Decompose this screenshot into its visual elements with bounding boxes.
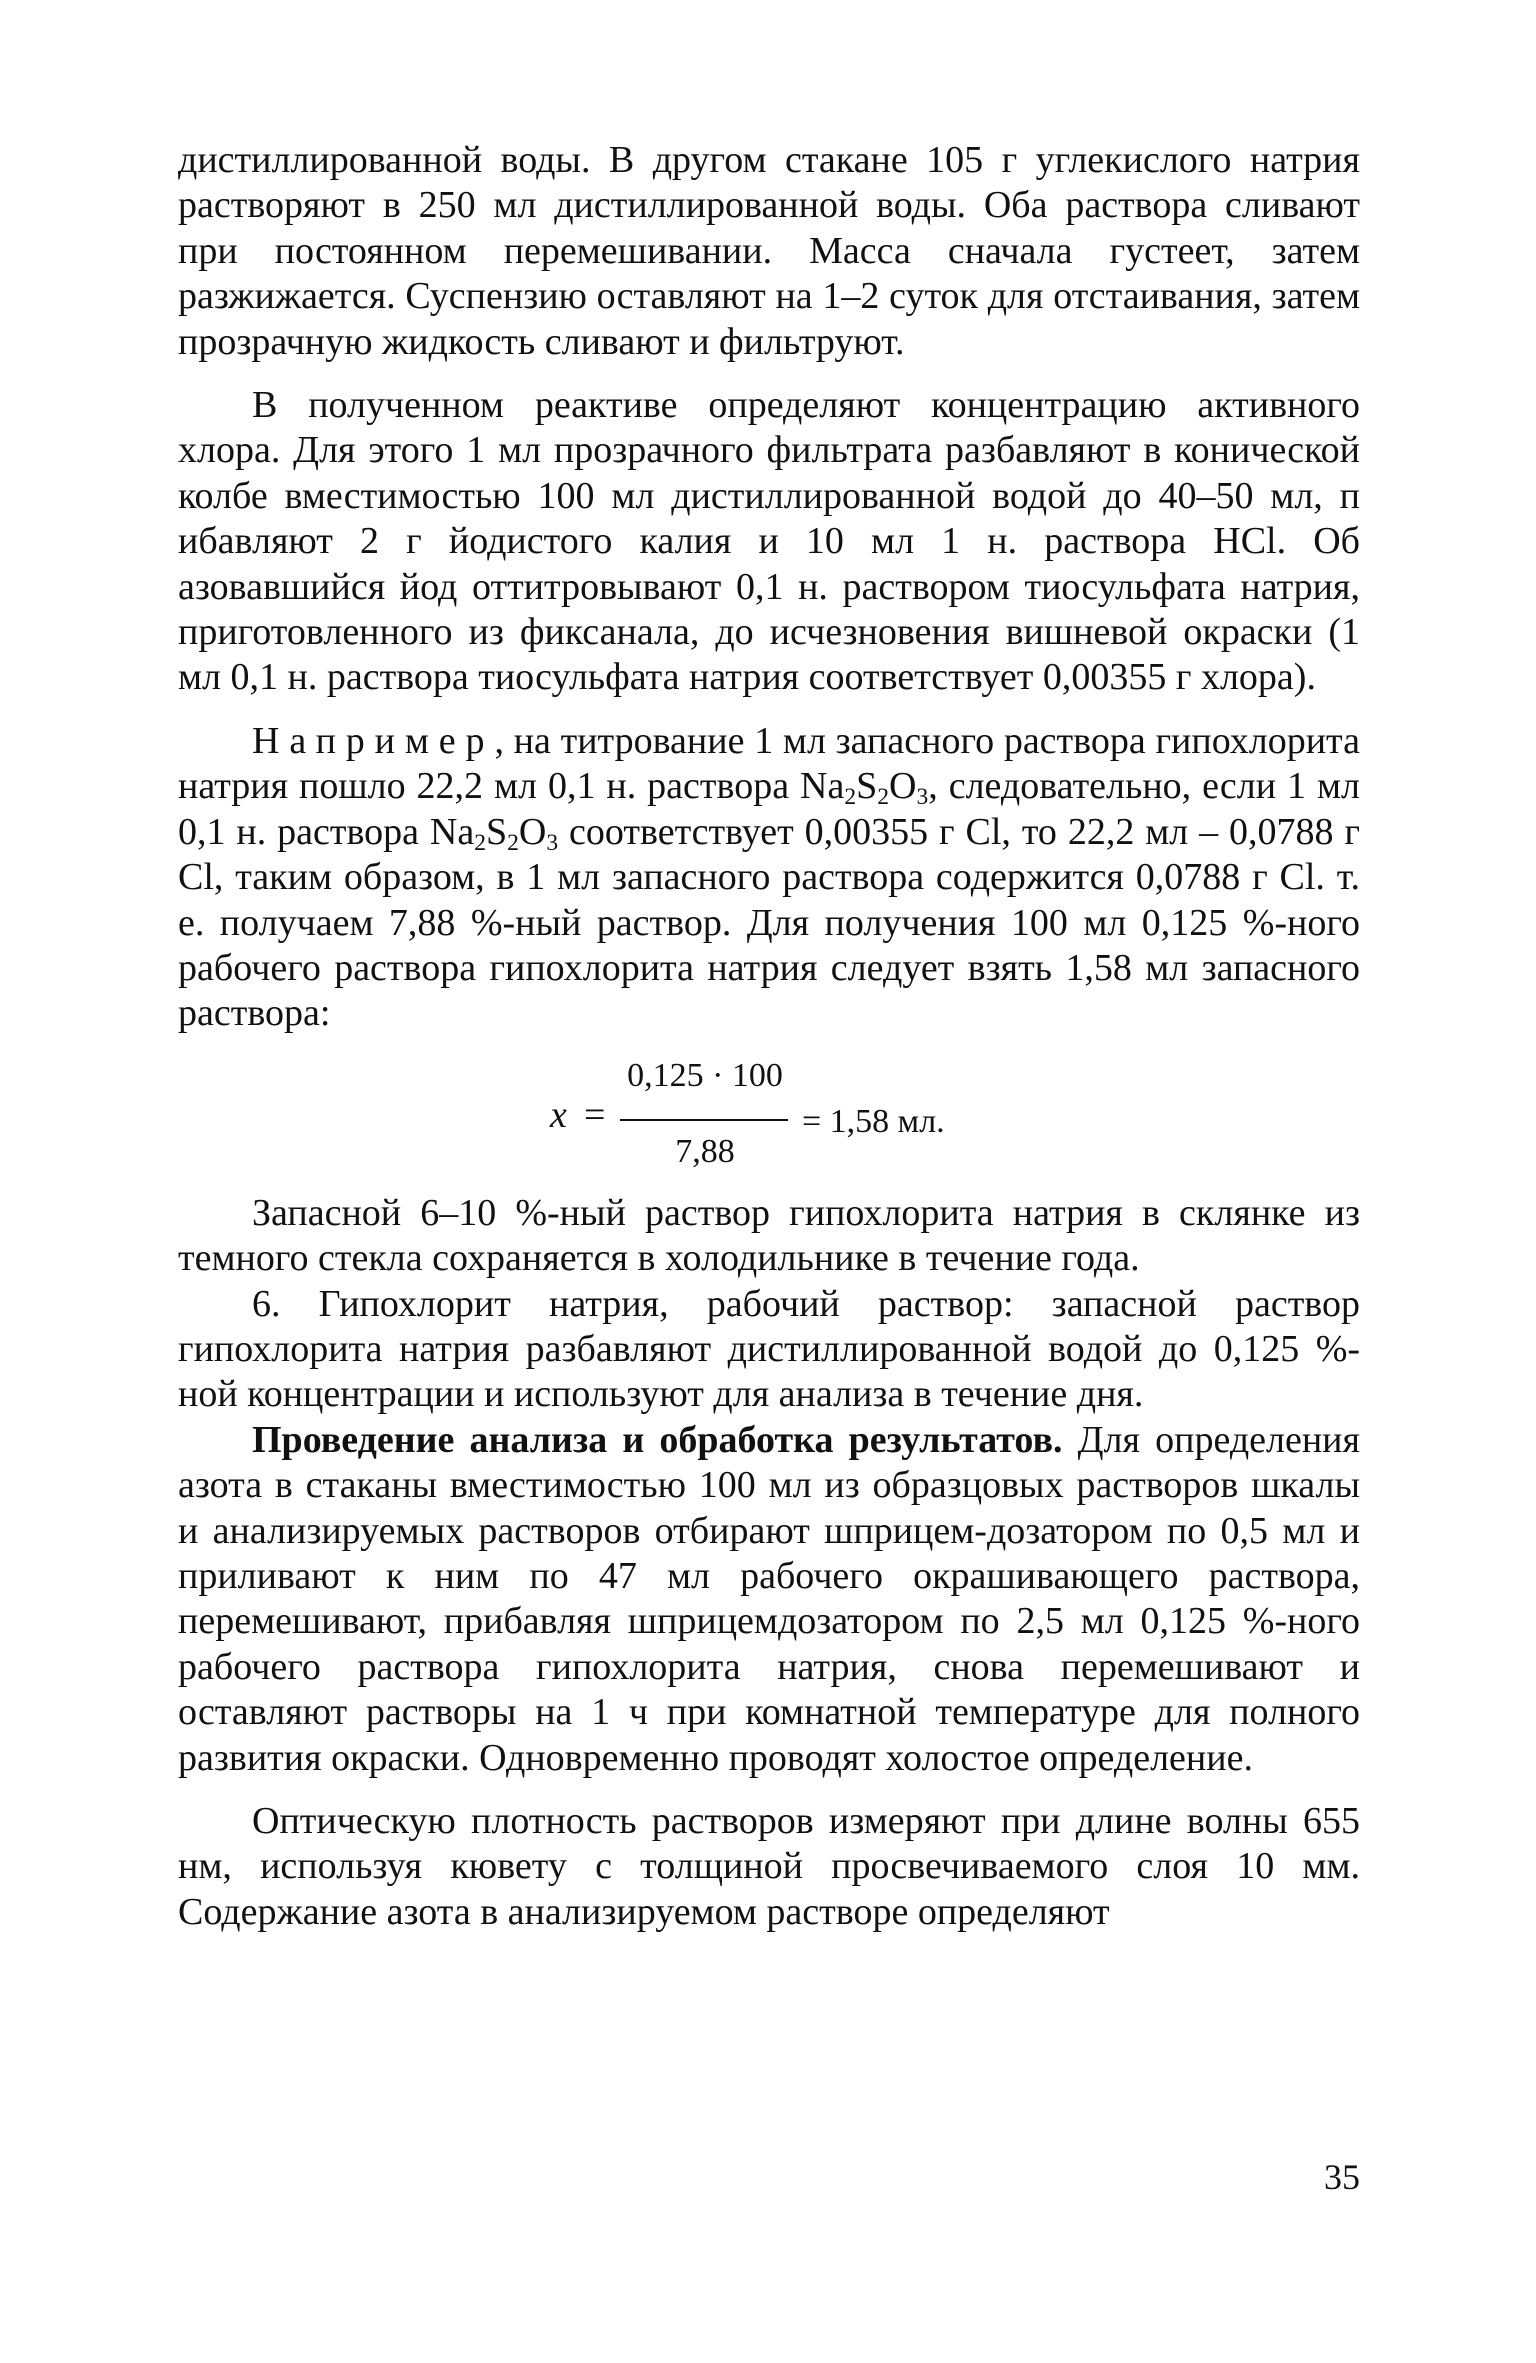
fraction-bar [620,1119,788,1121]
paragraph-working-solution: 6. Гипохлорит натрия, рабочий раствор: запасной раствор гипохлорита натрия разбавляют дистиллированной водой до 0,125 %-ной концентрации и используют для анализа в течение дня. [178,1282,1360,1416]
section-heading: Проведение анализа и обработка результатов. [252,1418,1063,1461]
paragraph-storage: Запасной 6–10 %-ный раствор гипохлорита натрия в склянке из темного стекла сохраняется в холодильнике в течение года. [178,1191,1360,1280]
formula-equals: = [584,1093,606,1136]
paragraph-active-chlorine: В полученном реактиве определяют концентрацию активного хлора. Для этого 1 мл прозрачного фильтрата разбавляют в конической колбе вместимостью 100 мл дистиллированной водой до 40–50 мл, п ибавляют 2 г йодистого калия и 10 мл 1 н. раствора HCl. Об азовавшийся йод оттитровывают 0,1 н. раствором тиосульфата натрия, приготовленного из фиксанала, до исчезновения вишневой окраски (1 мл 0,1 н. раствора тиосульфата натрия соответствует 0,00355 г хлора). [178,384,1360,699]
formula-denominator: 7,88 [675,1132,735,1170]
example-lead: Например [252,719,495,762]
page-number: 35 [1324,2157,1360,2197]
formula-numerator: 0,125 · 100 [627,1056,783,1094]
thiosulfate-formula-2: $Na_2S_2O_3$ [429,810,559,856]
paragraph-example: Например, на титрование 1 мл запасного раствора гипохлорита натрия пошло 22,2 мл 0,1 н. раствора $Na_2S_2O_3$, следовательно, если 1 мл 0,1 н. раствора $Na_2S_2O_3$ соответствует 0,00355 г Cl, то 22,2 мл – 0,0788 г Cl, таким образом, в 1 мл запасного раствора содержится 0,0788 г Cl. т. е. получаем 7,88 %-ный раствор. Для получения 100 мл 0,125 %-ного рабочего раствора гипохлорита натрия следует взять 1,58 мл запасного раствора: [178,719,1360,1035]
body-text [178,138,1360,1935]
formula-result: = 1,58 мл. [802,1102,945,1140]
paragraph-optical-density: Оптическую плотность растворов измеряют при длине волны 655 нм, используя кювету с толщиной просвечиваемого слоя 10 мм. Содержание азота в анализируемом растворе определяют [178,1800,1360,1933]
thiosulfate-formula: $Na_2S_2O_3$ [800,765,929,811]
dilution-formula [178,1053,1360,1171]
paragraph-analysis: Проведение анализа и обработка результатов. Для определения азота в стаканы вместимостью 100 мл из образцовых растворов шкалы и анализируемых растворов отбирают шприцем-дозатором по 0,5 мл и приливают к ним по 47 мл рабочего окрашивающего раствора, перемешивают, прибавляя шприцемдозатором по 2,5 мл 0,125 %-ного рабочего раствора гипохлорита натрия, снова перемешивают и оставляют растворы на 1 ч при комнатной температуре для полного развития окраски. Одновременно проводят холостое определение. [178,1418,1360,1779]
formula-variable: x [550,1093,567,1136]
paragraph-continuation: дистиллированной воды. В другом стакане 105 г углекислого натрия растворяют в 250 мл дистиллированной воды. Оба раствора сливают при постоянном перемешивании. Масса сначала густеет, затем разжижается. Суспензию оставляют на 1–2 суток для отстаивания, затем прозрачную жидкость сливают и фильтруют. [178,139,1360,363]
